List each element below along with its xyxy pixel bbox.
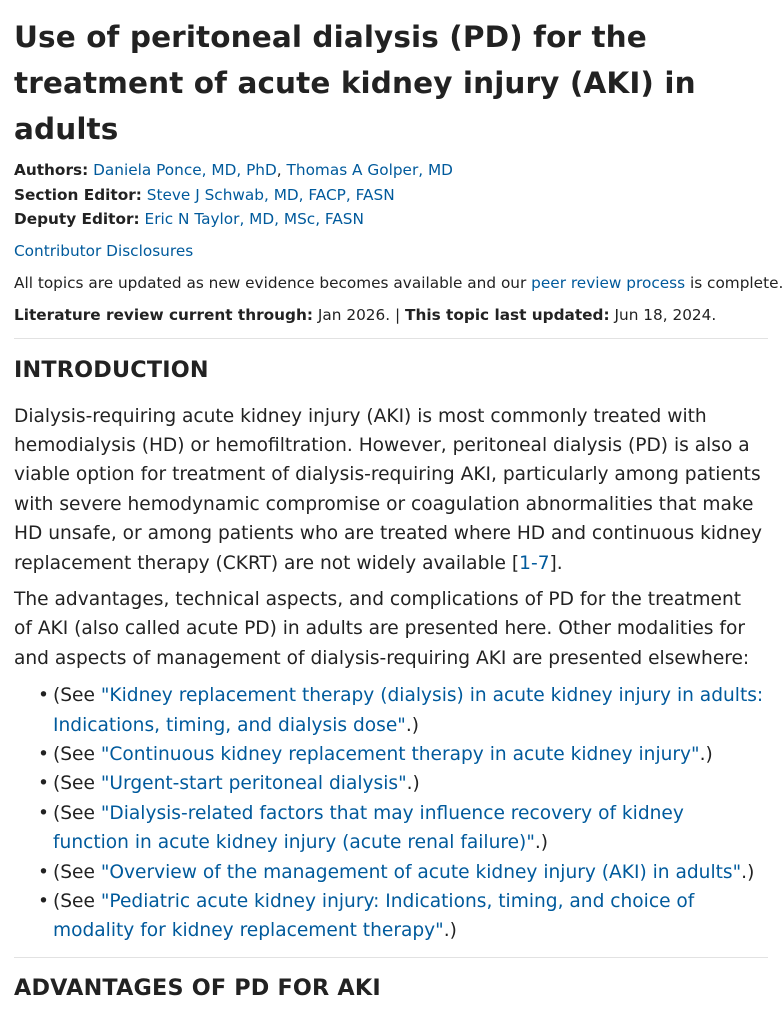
contributor-disclosures-link[interactable]: Contributor Disclosures <box>14 241 194 260</box>
topic-link-aki-management[interactable]: "Overview of the management of acute kidney injury (AKI) in adults" <box>100 861 742 883</box>
introduction-paragraph-1 <box>14 402 764 578</box>
last-updated-label: This topic last updated: <box>405 305 610 324</box>
bullet-icon: • <box>38 891 49 912</box>
peer-review-link[interactable]: peer review process <box>531 273 686 292</box>
update-note-end: is complete. <box>689 273 783 292</box>
bullet-icon: • <box>38 685 49 707</box>
bullet-icon: • <box>38 802 49 824</box>
topic-link-urgent-start-pd[interactable]: "Urgent-start peritoneal dialysis" <box>100 773 407 795</box>
bullet-icon: • <box>38 743 49 765</box>
article-meta <box>14 158 764 232</box>
author-link-golper[interactable]: Thomas A Golper, MD <box>286 161 453 179</box>
last-updated-date: Jun 18, 2024. <box>614 305 717 324</box>
topic-link-ckrt-aki[interactable]: "Continuous kidney replacement therapy in acute kidney injury" <box>100 743 700 765</box>
topic-link-dialysis-recovery[interactable]: "Dialysis-related factors that may influence recovery of kidney function in acute kidney injury (acute renal failure)" <box>53 802 684 854</box>
list-item: • (See "Pediatric acute kidney injury: Indications, timing, and choice of modality for kidney replacement therapy".) <box>14 887 764 946</box>
introduction-paragraph-2: The advantages, technical aspects, and complications of PD for the treatment of AKI (also called acute PD) in adults are presented here. Other modalities for and aspects of management of dialysis-requiring AKI are presented elsewhere: <box>14 588 750 669</box>
paragraph-1-text: Dialysis-requiring acute kidney injury (AKI) is most commonly treated with hemodialysis (HD) or hemofiltration. However, peritoneal dialysis (PD) is also a viable option for treatment of dialysis-requiring AKI, particularly among patients with severe hemodynamic compromise or coagulation abnormalities that make HD unsafe, or among patients who are treated where HD and continuous kidney replacement therapy (CKRT) are not widely available [ <box>14 405 763 574</box>
section-divider <box>14 957 768 958</box>
reference-link-1-7[interactable]: 1-7 <box>519 552 550 574</box>
update-note-text: All topics are updated as new evidence becomes available and our <box>14 273 527 292</box>
deputy-editor-label: Deputy Editor: <box>14 210 140 228</box>
section-editor-label: Section Editor: <box>14 185 142 204</box>
section-editor-link[interactable]: Steve J Schwab, MD, FACP, FASN <box>146 185 395 204</box>
section-divider <box>14 338 768 339</box>
introduction-heading: INTRODUCTION <box>14 356 209 383</box>
list-item: • (See "Dialysis-related factors that may influence recovery of kidney function in acute kidney injury (acute renal failure)".) <box>14 799 764 858</box>
list-item: • (See "Kidney replacement therapy (dialysis) in acute kidney injury in adults: Indications, timing, and dialysis dose".) <box>14 681 764 740</box>
authors-label: Authors: <box>14 161 89 179</box>
deputy-editor-row <box>14 207 764 232</box>
lit-review-label: Literature review current through: <box>14 305 314 324</box>
author-link-ponce[interactable]: Daniela Ponce, MD, PhD <box>93 161 277 179</box>
bullet-icon: • <box>38 773 49 795</box>
disclosures-row <box>14 239 764 263</box>
list-item: • (See "Continuous kidney replacement therapy in acute kidney injury".) <box>14 740 764 769</box>
topic-link-krt-aki-adults[interactable]: "Kidney replacement therapy (dialysis) in acute kidney injury in adults: Indications, timing, and dialysis dose" <box>53 685 764 736</box>
lit-review-date: Jan 2026. <box>317 305 391 324</box>
paragraph-1-end: ]. <box>549 552 563 574</box>
authors-row: Authors: Daniela Ponce, MD, PhD, Thomas A Golper, MD <box>14 161 453 179</box>
review-dates <box>14 303 764 327</box>
see-also-list <box>14 681 764 946</box>
list-item: • (See "Overview of the management of acute kidney injury (AKI) in adults".) <box>14 858 764 887</box>
list-item: • (See "Urgent-start peritoneal dialysis".) <box>14 769 764 798</box>
advantages-heading: ADVANTAGES OF PD FOR AKI <box>14 974 381 1001</box>
article-title: Use of peritoneal dialysis (PD) for the treatment of acute kidney injury (AKI) in adults <box>14 20 696 146</box>
topic-link-pediatric-aki[interactable]: "Pediatric acute kidney injury: Indications, timing, and choice of modality for kidney replacement therapy" <box>53 891 695 942</box>
section-editor-row <box>14 183 764 208</box>
date-separator: | <box>395 305 401 324</box>
bullet-icon: • <box>38 861 49 883</box>
deputy-editor-link[interactable]: Eric N Taylor, MD, MSc, FASN <box>144 210 364 228</box>
update-note <box>14 271 783 295</box>
